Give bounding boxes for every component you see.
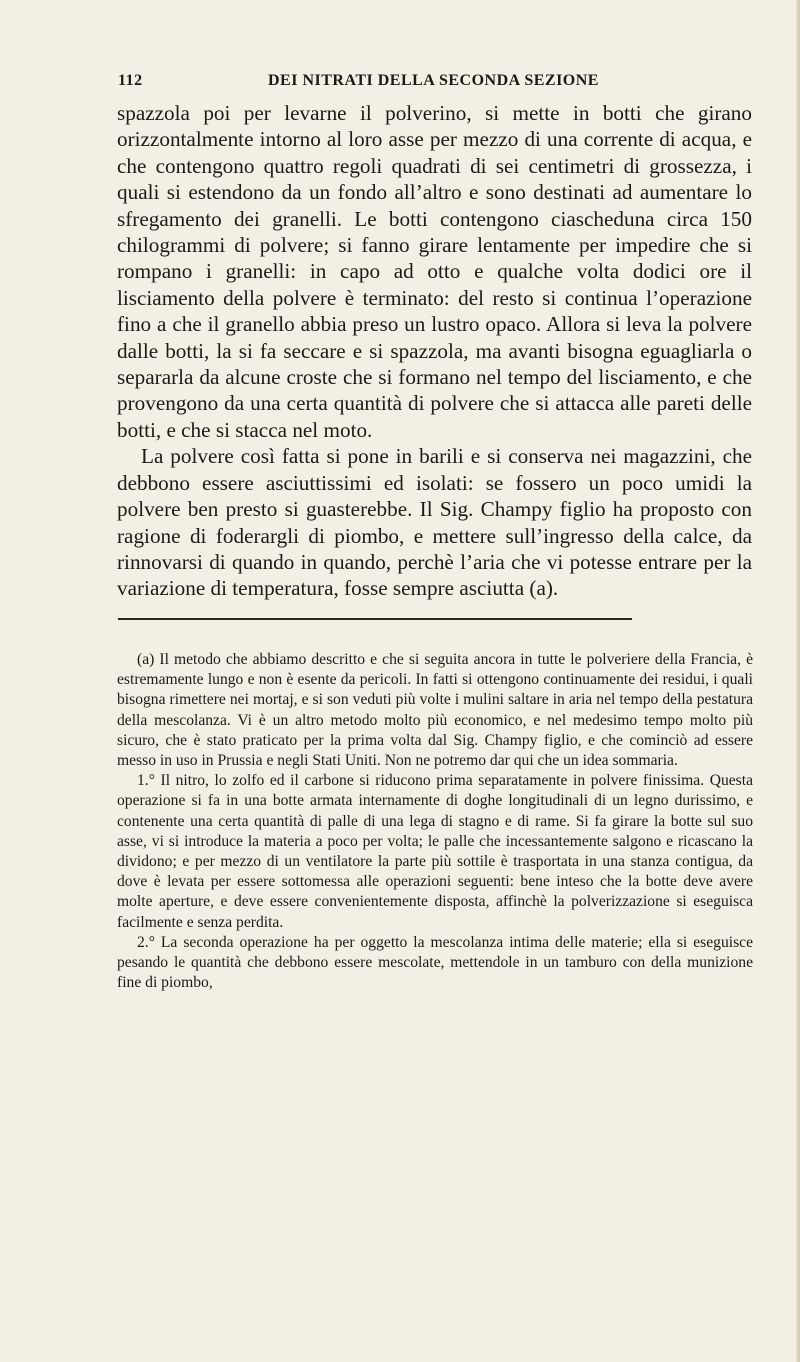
footnote: [117, 650, 753, 993]
running-header: [118, 72, 748, 96]
footnote-paragraph-1: (a) Il metodo che abbiamo descritto e che si seguita ancora in tutte le polveriere della Francia, è estremamente lungo e non è esente da pericoli. In fatti si ottengono continuamente dei residui, i quali bisogna rimettere nei mortaj, e si son veduti più volte i mulini saltare in aria nel tempo della pestatura della mescolanza. Vi è un altro metodo molto più economico, e nel medesimo tempo molto più sicuro, che è stato praticato per la prima volta dal Sig. Champy figlio, e che cominciò ad essere messo in uso in Prussia e negli Stati Uniti. Non ne potremo dar qui che un idea sommaria.: [117, 651, 753, 770]
page-edge: [796, 0, 800, 1362]
footnote-paragraph-2: 1.° Il nitro, lo zolfo ed il carbone si riducono prima separatamente in polvere finissima. Questa operazione si fa in una botte armata internamente di doghe longitudinali di un legno durissimo, e contenente una certa quantità di palle di una lega di stagno e di rame. Si fa girare la botte sul suo asse, vi si introduce la materia a poco per volta; le palle che incessantemente salgono e ricascano la dividono; e per mezzo di un ventilatore la parte più sottile è trasportata in una stanza contigua, da dove è levata per essere sottomessa alle operazioni seguenti: bene inteso che la botte deve avere molte aperture, e deve essere convenientemente disposta, affinchè la polverizzazione si eseguisca facilmente e senza perdita.: [117, 772, 753, 931]
page-number: 112: [118, 72, 143, 89]
main-paragraph-2: La polvere così fatta si pone in barili e si conserva nei magazzini, che debbono essere asciuttissimi ed isolati: se fossero un poco umidi la polvere ben presto si guasterebbe. Il Sig. Champy figlio ha proposto con ragione di foderargli di piombo, e mettere sull’ingresso della calce, da rinnovarsi di quando in quando, perchè l’aria che vi potesse entrare per la variazione di temperatura, fosse sempre asciutta (a).: [117, 444, 752, 601]
running-title: DEI NITRATI DELLA SECONDA SEZIONE: [268, 72, 599, 89]
main-text: [117, 100, 752, 602]
main-paragraph-1: spazzola poi per levarne il polverino, si mette in botti che girano orizzontalmente intorno al loro asse per mezzo di una corrente di acqua, e che contengono quattro regoli quadrati di sei centimetri di grossezza, i quali si estendono da un fondo all’altro e sono destinati ad aumentare lo sfregamento dei granelli. Le botti contengono ciascheduna circa 150 chilogrammi di polvere; si fanno girare lentamente per impedire che si rompano i granelli: in capo ad otto e qualche volta dodici ore il lisciamento della polvere è terminato: del resto si continua l’operazione fino a che il granello abbia preso un lustro opaco. Allora si leva la polvere dalle botti, la si fa seccare e si spazzola, ma avanti bisogna eguagliarla o separarla da alcune croste che si formano nel tempo del lisciamento, e che provengono da una certa quantità di polvere che si attacca alle pareti delle botti, e che si stacca nel moto.: [117, 101, 752, 442]
footnote-paragraph-3: 2.° La seconda operazione ha per oggetto la mescolanza intima delle materie; ella si eseguisce pesando le quantità che debbono essere mescolate, mettendole in un tamburo con della munizione fine di piombo,: [117, 933, 753, 992]
footnote-separator: [118, 618, 632, 620]
